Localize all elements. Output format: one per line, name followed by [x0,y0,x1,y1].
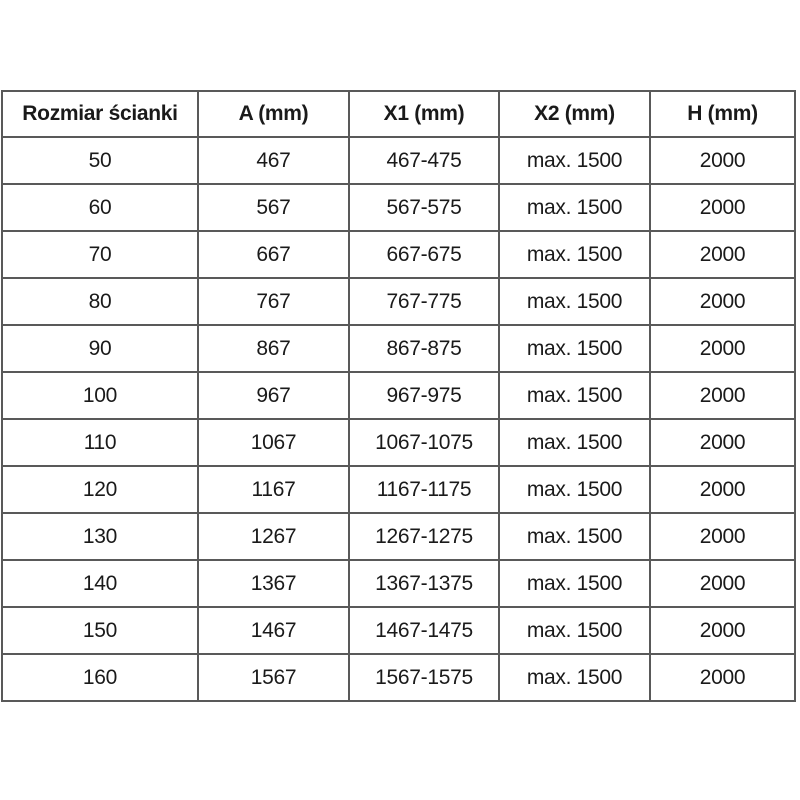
table-cell: 110 [2,419,198,466]
table-cell: 767-775 [349,278,499,325]
table-cell: 130 [2,513,198,560]
table-cell: max. 1500 [499,513,650,560]
table-cell: max. 1500 [499,137,650,184]
table-row [2,231,795,278]
table-cell: 80 [2,278,198,325]
column-header-a: A (mm) [198,91,349,137]
table-cell: 1567 [198,654,349,701]
table-cell: 2000 [650,466,795,513]
table-cell: 2000 [650,654,795,701]
table-cell: 1267-1275 [349,513,499,560]
table-cell: max. 1500 [499,325,650,372]
table-cell: 1367-1375 [349,560,499,607]
table-row [2,372,795,419]
table-cell: 2000 [650,560,795,607]
table-cell: 2000 [650,278,795,325]
table-cell: 160 [2,654,198,701]
table-cell: 667 [198,231,349,278]
table-cell: 90 [2,325,198,372]
table-cell: 2000 [650,231,795,278]
table-cell: max. 1500 [499,278,650,325]
size-spec-table [1,90,796,702]
table-row [2,137,795,184]
table-cell: 1167-1175 [349,466,499,513]
table-row [2,607,795,654]
table-cell: 1267 [198,513,349,560]
column-header-x2: X2 (mm) [499,91,650,137]
table-cell: 2000 [650,325,795,372]
table-cell: 1367 [198,560,349,607]
column-header-rozmiar: Rozmiar ścianki [2,91,198,137]
table-cell: 967 [198,372,349,419]
table-cell: 1467 [198,607,349,654]
table-cell: 2000 [650,137,795,184]
column-header-h: H (mm) [650,91,795,137]
table-cell: 467-475 [349,137,499,184]
table-row [2,513,795,560]
table-cell: 2000 [650,513,795,560]
header-row [2,91,795,137]
table-cell: max. 1500 [499,560,650,607]
table-cell: 1567-1575 [349,654,499,701]
table-cell: 567 [198,184,349,231]
table-cell: 120 [2,466,198,513]
table-row [2,419,795,466]
table-cell: 2000 [650,184,795,231]
table-cell: 2000 [650,372,795,419]
table-cell: 667-675 [349,231,499,278]
table-cell: max. 1500 [499,372,650,419]
table-cell: 1067 [198,419,349,466]
table-cell: max. 1500 [499,466,650,513]
table-row [2,560,795,607]
table-row [2,278,795,325]
table-cell: 967-975 [349,372,499,419]
table-cell: 70 [2,231,198,278]
table-cell: max. 1500 [499,654,650,701]
table-cell: 100 [2,372,198,419]
table-cell: max. 1500 [499,184,650,231]
table-cell: 867 [198,325,349,372]
table-cell: 2000 [650,419,795,466]
table-cell: 60 [2,184,198,231]
table-cell: 1167 [198,466,349,513]
table-cell: 567-575 [349,184,499,231]
table-row [2,466,795,513]
table-cell: max. 1500 [499,607,650,654]
table-row [2,654,795,701]
table-cell: 150 [2,607,198,654]
table-cell: 2000 [650,607,795,654]
table-cell: 1467-1475 [349,607,499,654]
table-cell: max. 1500 [499,419,650,466]
table-cell: 1067-1075 [349,419,499,466]
column-header-x1: X1 (mm) [349,91,499,137]
table-cell: 50 [2,137,198,184]
table-row [2,184,795,231]
table-cell: 767 [198,278,349,325]
table-cell: max. 1500 [499,231,650,278]
table-cell: 467 [198,137,349,184]
table-row [2,325,795,372]
table-cell: 867-875 [349,325,499,372]
table-cell: 140 [2,560,198,607]
